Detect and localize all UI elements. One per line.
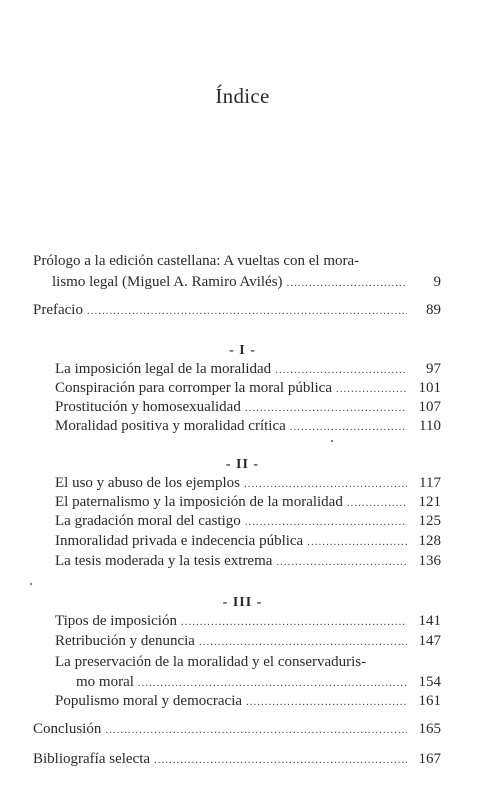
section-heading-1: - I - xyxy=(229,343,256,358)
toc-page-number: 136 xyxy=(418,553,441,569)
toc-page-number: 125 xyxy=(418,513,441,529)
dot-leader xyxy=(275,360,407,380)
dot-leader xyxy=(276,552,407,572)
toc-entry-label: Inmoralidad privada e indecencia pública xyxy=(55,533,304,549)
toc-entry-prologo[interactable] xyxy=(52,272,441,293)
dot-leader xyxy=(287,273,407,293)
section-heading-2: - II - xyxy=(225,457,260,472)
toc-entry[interactable] xyxy=(55,691,441,712)
toc-page-number: 121 xyxy=(418,494,441,510)
toc-page-number: 154 xyxy=(418,674,441,690)
toc-entry-label: El paternalismo y la imposición de la moralidad xyxy=(55,494,343,510)
toc-entry-bibliografia[interactable] xyxy=(33,749,441,770)
toc-entry-label: Conspiración para corromper la moral pública xyxy=(55,380,332,396)
toc-entry[interactable] xyxy=(55,378,441,399)
toc-page-number: 161 xyxy=(418,693,441,709)
print-speck xyxy=(331,440,333,442)
toc-page-number: 101 xyxy=(418,380,441,396)
toc-entry-label: lismo legal (Miguel A. Ramiro Avilés) xyxy=(52,274,283,290)
dot-leader xyxy=(347,493,407,513)
dot-leader xyxy=(105,720,407,740)
dot-leader xyxy=(245,398,407,418)
toc-page-number: 9 xyxy=(433,274,441,290)
toc-entry-label: Tipos de imposición xyxy=(55,613,177,629)
toc-entry-label: Moralidad positiva y moralidad crítica xyxy=(55,418,286,434)
toc-page-number: 107 xyxy=(418,399,441,415)
toc-entry-label: Conclusión xyxy=(33,721,102,737)
toc-entry[interactable] xyxy=(55,397,441,418)
dot-leader xyxy=(336,379,407,399)
toc-entry[interactable] xyxy=(55,416,441,437)
dot-leader xyxy=(307,532,407,552)
toc-entry-label: Prefacio xyxy=(33,302,83,318)
toc-page-number: 147 xyxy=(418,633,441,649)
toc-entry[interactable] xyxy=(55,473,441,494)
toc-page-number: 141 xyxy=(418,613,441,629)
toc-entry-prefacio[interactable] xyxy=(33,300,441,321)
toc-page-number: 97 xyxy=(426,361,441,377)
dot-leader xyxy=(181,612,407,632)
toc-entry[interactable] xyxy=(55,359,441,380)
dot-leader xyxy=(154,750,407,770)
toc-entry[interactable] xyxy=(55,511,441,532)
page-title: Índice xyxy=(215,84,270,108)
toc-page-number: 165 xyxy=(418,721,441,737)
toc-entry[interactable] xyxy=(55,631,441,652)
toc-entry-label: El uso y abuso de los ejemplos xyxy=(55,475,240,491)
toc-entry-label: La gradación moral del castigo xyxy=(55,513,241,529)
toc-page-number: 89 xyxy=(426,302,441,318)
toc-entry-label: Retribución y denuncia xyxy=(55,633,195,649)
dot-leader xyxy=(199,632,407,652)
toc-entry[interactable] xyxy=(55,551,441,572)
toc-entry[interactable] xyxy=(55,531,441,552)
toc-entry-label: La tesis moderada y la tesis extrema xyxy=(55,553,273,569)
toc-entry-label-line1: La preservación de la moralidad y el conservaduris- xyxy=(55,654,367,670)
dot-leader xyxy=(138,673,407,693)
print-speck xyxy=(30,583,32,585)
section-heading-3: - III - xyxy=(222,595,263,610)
toc-entry-label: La imposición legal de la moralidad xyxy=(55,361,272,377)
dot-leader xyxy=(87,301,407,321)
toc-entry-label: Prostitución y homosexualidad xyxy=(55,399,241,415)
dot-leader xyxy=(246,692,407,712)
toc-entry-prologo-line1: Prólogo a la edición castellana: A vueltas con el mora- xyxy=(33,253,360,269)
toc-page-number: 167 xyxy=(418,751,441,767)
toc-entry[interactable] xyxy=(55,611,441,632)
dot-leader xyxy=(245,512,407,532)
toc-page-number: 117 xyxy=(419,475,441,491)
toc-entry[interactable] xyxy=(55,492,441,513)
dot-leader xyxy=(244,474,407,494)
toc-entry-label: mo moral xyxy=(76,674,134,690)
toc-page-number: 110 xyxy=(419,418,441,434)
toc-page-number: 128 xyxy=(418,533,441,549)
toc-entry[interactable] xyxy=(76,672,441,693)
dot-leader xyxy=(290,417,407,437)
toc-entry-label: Populismo moral y democracia xyxy=(55,693,243,709)
toc-entry-conclusion[interactable] xyxy=(33,719,441,740)
toc-entry-label: Bibliografía selecta xyxy=(33,751,151,767)
